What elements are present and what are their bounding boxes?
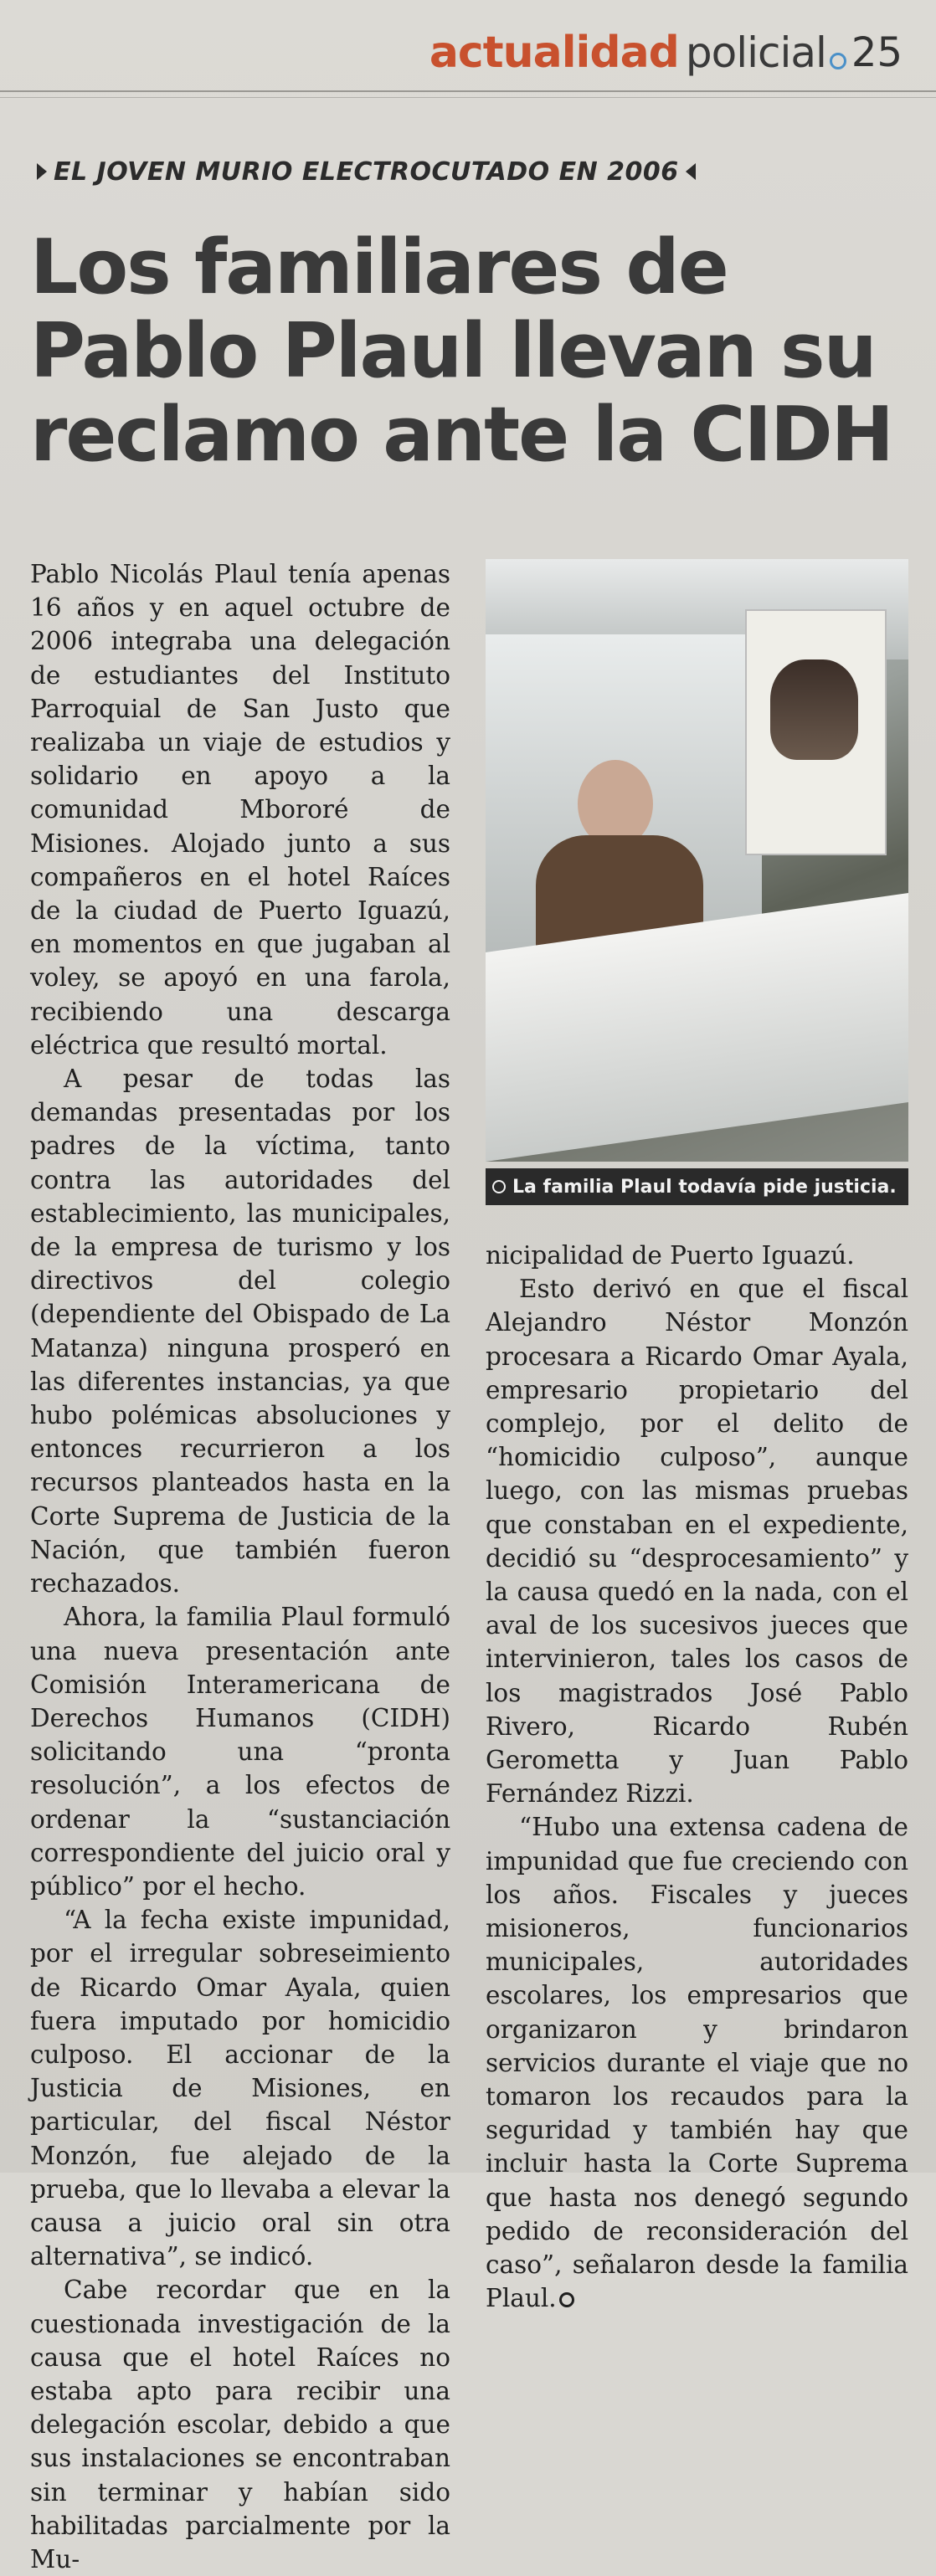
header-rule-thin xyxy=(0,97,936,98)
page-dot-icon xyxy=(830,53,846,69)
sign-portrait xyxy=(770,659,858,760)
end-of-article-icon xyxy=(559,2292,574,2307)
paragraph-text: “Hubo una extensa cadena de impunidad que fue creciendo con los años. Fiscales y jueces misioneros, funcionarios municipales, autoridades escolares, los empresarios que organizaron y brindaron servicios durante el viaje que no tomaron los recaudos para la seguridad y también hay que incluir hasta la Corte Suprema que hasta nos denegó segundo pedido de reconsideración del caso”, señalaron desde la familia Plaul. xyxy=(486,1813,908,2313)
paragraph: Pablo Nicolás Plaul tenía apenas 16 años y en aquel octubre de 2006 integraba una delegación de estudiantes del Instituto Parroquial de San Justo que realizaba un viaje de estudios y solidario en apoyo a la comunidad Mbororé de Misiones. Alojado junto a sus compañeros en el hotel Raíces de la ciudad de Puerto Iguazú, en momentos en que jugaban al voley, se apoyó en una farola, recibiendo una descarga eléctrica que resultó mortal. xyxy=(30,560,450,1060)
caption-text: La familia Plaul todavía pide justicia. xyxy=(512,1176,897,1198)
article-photo xyxy=(486,559,908,1162)
headline-line: reclamo ante la CIDH xyxy=(30,391,892,479)
article-column-2 xyxy=(486,1239,908,2316)
paragraph: Cabe recordar que en la cuestionada investigación de la causa que el hotel Raíces no estaba apto para recibir una delegación escolar, debido a que sus instalaciones se encontraban sin terminar y habían sido habilitadas parcialmente por la Mu- xyxy=(30,2276,450,2573)
kicker-text: EL JOVEN MURIO ELECTROCUTADO EN 2006 xyxy=(54,157,679,187)
section-title-rest: policial xyxy=(685,28,826,77)
section-title-accent: actualidad xyxy=(429,28,679,78)
page-number: 25 xyxy=(851,29,903,76)
paragraph: nicipalidad de Puerto Iguazú. xyxy=(486,1241,855,1270)
paragraph xyxy=(486,1810,908,2315)
article-headline xyxy=(30,223,901,479)
paragraph: “A la fecha existe impunidad, por el irregular sobreseimiento de Ricardo Omar Ayala, quien fuera imputado por homicidio culposo. El accionar de la Justicia de Misiones, en particular, del fiscal Néstor Monzón, fue alejado de la prueba, que lo llevaba a elevar la causa a juicio oral sin otra alternativa”, se indicó. xyxy=(30,1906,450,2271)
paragraph: Ahora, la familia Plaul formuló una nueva presentación ante Comisión Interamericana de Derechos Humanos (CIDH) solicitando una “pronta resolución”, a los efectos de ordenar la “sustanciación correspondiente del juicio oral y público” por el hecho. xyxy=(30,1603,450,1901)
photo-caption xyxy=(486,1168,908,1205)
triangle-right-icon xyxy=(37,163,47,180)
header-rule xyxy=(0,90,936,92)
paragraph: Esto derivó en que el fiscal Alejandro Néstor Monzón procesara a Ricardo Omar Ayala, empresario propietario del complejo, por el delito de “homicidio culposo”, aunque luego, con las mismas pruebas que constaban en el expediente, decidió su “desprocesamiento” y la causa quedó en la nada, con el aval de los sucesivos jueces que intervinieron, tales los casos de los magistrados José Pablo Rivero, Ricardo Rubén Gerometta y Juan Pablo Fernández Rizzi. xyxy=(486,1275,908,1809)
headline-line: Pablo Plaul llevan su xyxy=(30,307,876,395)
caption-bullet-icon xyxy=(492,1180,506,1193)
triangle-left-icon xyxy=(686,163,696,180)
article-column-1 xyxy=(30,557,450,2576)
section-header xyxy=(17,23,903,82)
paragraph: A pesar de todas las demandas presentadas por los padres de la víctima, tanto contra las autoridades del establecimiento, las municipales, de la empresa de turismo y los directivos del colegio (dependiente del Obispado de La Matanza) ninguna prosperó en las diferentes instancias, ya que hubo polémicas absoluciones y entonces recurrieron a los recursos planteados hasta en la Corte Suprema de Justicia de la Nación, que también fueron rechazados. xyxy=(30,1065,450,1598)
headline-line: Los familiares de xyxy=(30,223,728,311)
article-kicker xyxy=(37,157,696,187)
